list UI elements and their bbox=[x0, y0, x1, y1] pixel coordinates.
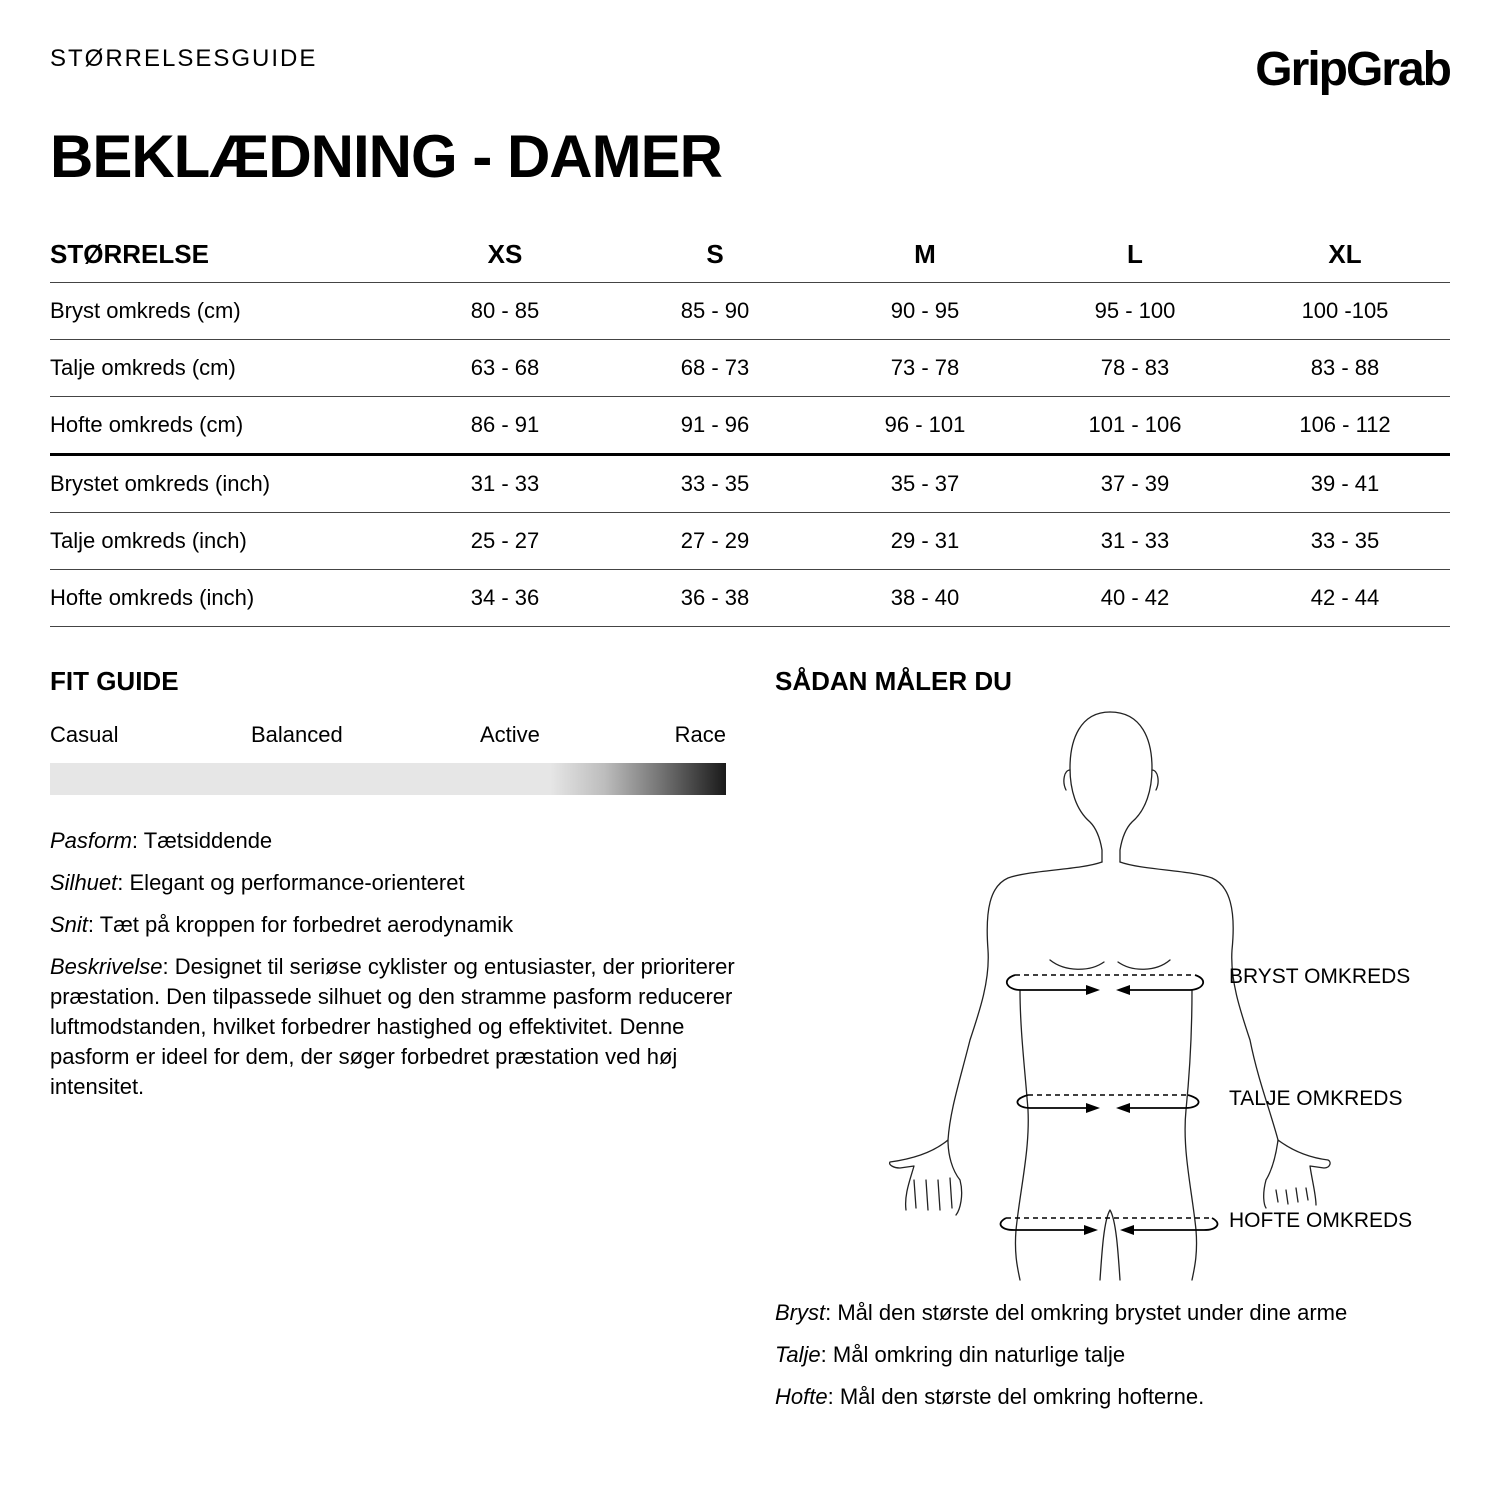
table-cell: 73 - 78 bbox=[890, 355, 960, 380]
table-cell: 90 - 95 bbox=[890, 298, 960, 323]
table-cell: 96 - 101 bbox=[884, 412, 966, 437]
measure-instructions bbox=[775, 1298, 1475, 1424]
column-header: XS bbox=[487, 238, 523, 269]
fit-item: Beskrivelse: Designet til seriøse cyklister og entusiaster, der prioriterer præstation. Den tilpassede silhuet og den stramme pasform reducerer luftmodstanden, hvilket forbedrer hastighed og effektivitet. Denne pasform er ideel for dem, der søger forbedret præstation ved høj intensitet. bbox=[50, 954, 735, 1099]
table-cell: 86 - 91 bbox=[470, 412, 540, 437]
table-row bbox=[50, 570, 1450, 627]
fit-description bbox=[50, 826, 740, 1114]
table-cell: 63 - 68 bbox=[470, 355, 540, 380]
table-row bbox=[50, 397, 1450, 455]
fit-scale-label: Race bbox=[674, 722, 726, 747]
table-cell: 42 - 44 bbox=[1310, 585, 1380, 610]
table-cell: 37 - 39 bbox=[1100, 471, 1170, 496]
measure-item: Talje: Mål omkring din naturlige talje bbox=[775, 1342, 1126, 1367]
table-cell: 35 - 37 bbox=[890, 471, 960, 496]
table-row bbox=[50, 283, 1450, 340]
table-row bbox=[50, 455, 1450, 513]
table-cell: 101 - 106 bbox=[1088, 412, 1182, 437]
table-cell: 29 - 31 bbox=[890, 528, 960, 553]
column-header: XL bbox=[1328, 238, 1362, 269]
measure-item: Bryst: Mål den største del omkring brystet under dine arme bbox=[775, 1300, 1348, 1325]
fit-scale bbox=[50, 722, 726, 752]
fit-item: Snit: Tæt på kroppen for forbedret aerodynamik bbox=[50, 912, 514, 937]
body-figure-illustration bbox=[880, 710, 1440, 1285]
fit-scale-label: Balanced bbox=[251, 722, 343, 747]
row-label: Talje omkreds (inch) bbox=[50, 528, 247, 553]
table-header-row bbox=[50, 226, 1450, 283]
table-cell: 34 - 36 bbox=[470, 585, 540, 610]
brand-logo: GripGrab bbox=[1255, 43, 1450, 96]
column-header: STØRRELSE bbox=[50, 238, 209, 269]
table-row bbox=[50, 513, 1450, 570]
row-label: Brystet omkreds (inch) bbox=[50, 471, 271, 496]
page-title: BEKLÆDNING - DAMER bbox=[50, 123, 722, 190]
table-cell: 27 - 29 bbox=[680, 528, 750, 553]
table-cell: 31 - 33 bbox=[470, 471, 540, 496]
table-cell: 39 - 41 bbox=[1310, 471, 1380, 496]
fit-item: Silhuet: Elegant og performance-orienteret bbox=[50, 870, 465, 895]
fit-item: Pasform: Tætsiddende bbox=[50, 828, 273, 853]
hip-measure-label: HOFTE OMKREDS bbox=[1229, 1209, 1413, 1232]
row-label: Hofte omkreds (cm) bbox=[50, 412, 244, 437]
table-cell: 25 - 27 bbox=[470, 528, 540, 553]
table-cell: 95 - 100 bbox=[1094, 298, 1176, 323]
table-cell: 33 - 35 bbox=[1310, 528, 1380, 553]
table-cell: 33 - 35 bbox=[680, 471, 750, 496]
table-cell: 78 - 83 bbox=[1100, 355, 1170, 380]
table-cell: 85 - 90 bbox=[680, 298, 750, 323]
fit-guide-heading: FIT GUIDE bbox=[50, 666, 179, 696]
table-cell: 91 - 96 bbox=[680, 412, 750, 437]
table-cell: 106 - 112 bbox=[1299, 412, 1391, 437]
measure-heading: SÅDAN MÅLER DU bbox=[775, 666, 1012, 696]
column-header: M bbox=[914, 238, 936, 269]
table-cell: 83 - 88 bbox=[1310, 355, 1380, 380]
column-header: S bbox=[706, 238, 724, 269]
table-cell: 68 - 73 bbox=[680, 355, 750, 380]
fit-scale-label: Active bbox=[480, 722, 540, 747]
table-cell: 80 - 85 bbox=[470, 298, 540, 323]
row-label: Talje omkreds (cm) bbox=[50, 355, 236, 380]
table-cell: 36 - 38 bbox=[680, 585, 750, 610]
column-header: L bbox=[1127, 238, 1143, 269]
bust-measure-label: BRYST OMKREDS bbox=[1229, 965, 1411, 988]
row-label: Bryst omkreds (cm) bbox=[50, 298, 241, 323]
table-cell: 38 - 40 bbox=[890, 585, 960, 610]
measure-item: Hofte: Mål den største del omkring hofterne. bbox=[775, 1384, 1205, 1409]
fit-gradient-bar bbox=[50, 763, 726, 795]
table-row bbox=[50, 340, 1450, 397]
row-label: Hofte omkreds (inch) bbox=[50, 585, 255, 610]
size-table bbox=[50, 226, 1450, 627]
table-cell: 31 - 33 bbox=[1100, 528, 1170, 553]
table-cell: 100 -105 bbox=[1301, 298, 1389, 323]
waist-measure-label: TALJE OMKREDS bbox=[1229, 1087, 1403, 1110]
guide-label: STØRRELSESGUIDE bbox=[50, 45, 318, 72]
fit-scale-label: Casual bbox=[50, 722, 119, 747]
table-cell: 40 - 42 bbox=[1100, 585, 1170, 610]
